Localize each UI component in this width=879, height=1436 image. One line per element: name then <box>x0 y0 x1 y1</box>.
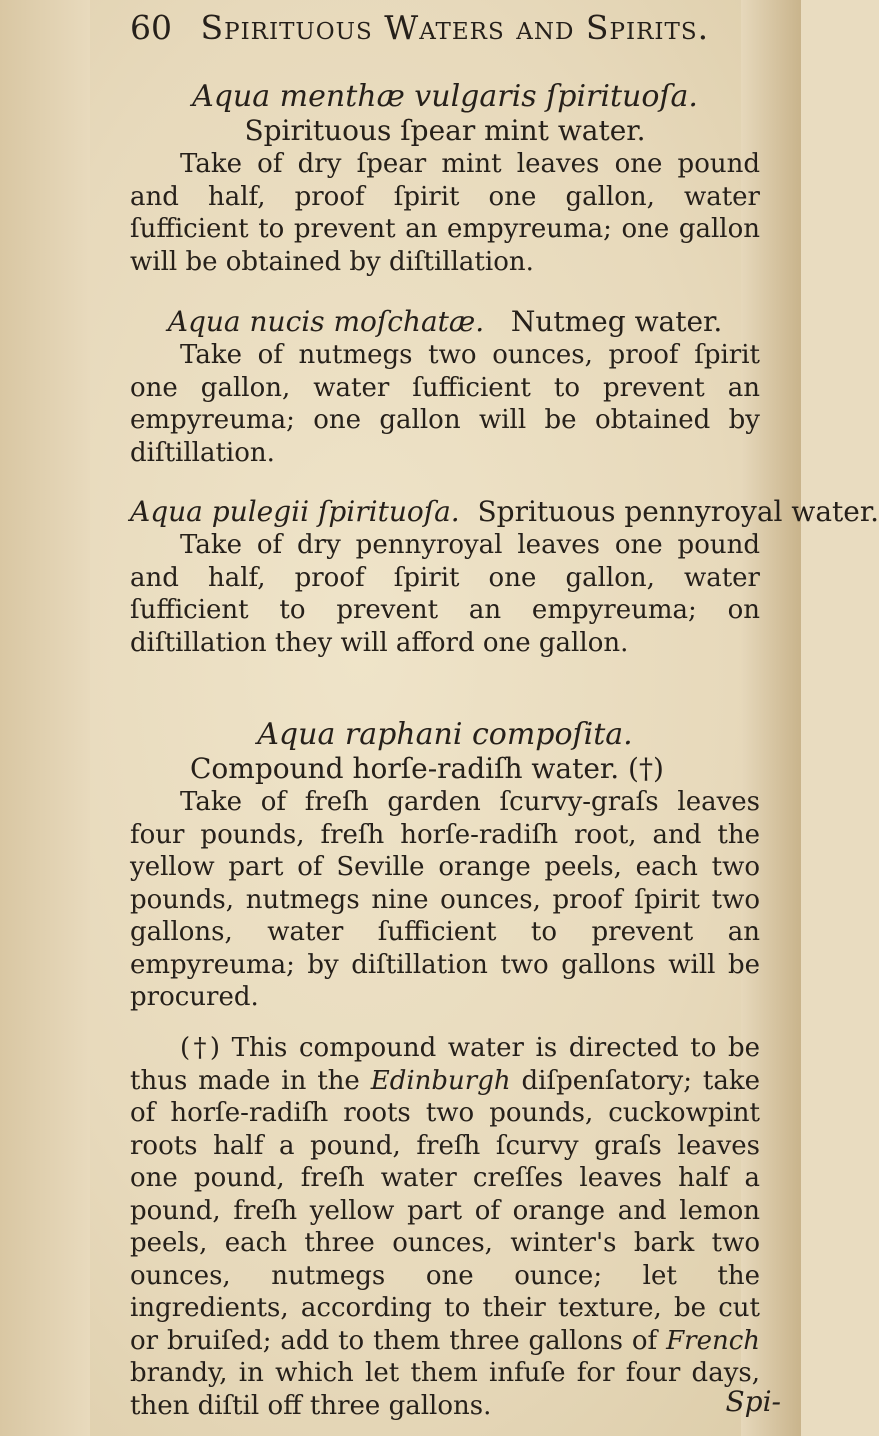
running-head <box>130 8 760 48</box>
recipe-spear-mint <box>130 80 760 278</box>
recipe-title-latin: Aqua nucis moſchatæ. <box>167 305 485 338</box>
footnote-text: (†) This compound water is directed to be thus made in the Edinburgh diſpenſatory; take of horſe-radiſh roots two pounds, cuckowpint roots half a pound, freſh ſcurvy graſs leaves one pound, freſh water creſſes leaves half a pound, freſh yellow part of orange and lemon peels, each three ounces, winter's bark two ounces, nutmegs one ounce; let the ingredients, according to their texture, be cut or bruiſed; add to them three gallons of French brandy, in which let them infuſe for four days, then diſtil off three gallons. <box>130 1033 761 1421</box>
recipe-title-english: Compound horſe-radiſh water. (†) <box>190 752 664 785</box>
recipe-horse-radish <box>130 718 760 1014</box>
recipe-body: Take of dry pennyroyal leaves one pound and half, proof ſpirit one gallon, water ſufficient to prevent an empyreuma; on diſtillation they will afford one gallon. <box>130 530 760 658</box>
page-number: 60 <box>130 8 172 47</box>
recipe-title-english: Spirituous ſpear mint water. <box>244 114 646 147</box>
footnote <box>130 1032 760 1422</box>
running-title: Spirituous Waters and Spirits. <box>200 8 710 47</box>
footnote-marker: (†) <box>180 1033 220 1063</box>
recipe-pennyroyal <box>130 495 879 659</box>
recipe-nutmeg <box>130 305 760 469</box>
recipe-title-english: Sprituous pennyroyal water. <box>477 495 879 528</box>
recipe-title-latin: Aqua menthæ vulgaris ſpirituoſa. <box>192 79 698 114</box>
city-name: Edinburgh <box>370 1065 511 1096</box>
recipe-title-latin: Aqua raphani compoſita. <box>257 717 633 752</box>
brandy-origin: French <box>666 1325 761 1356</box>
recipe-title <box>130 495 879 529</box>
recipe-title-latin: Aqua pulegii ſpirituoſa. <box>130 495 460 528</box>
recipe-title <box>130 305 760 339</box>
page-gutter-shadow <box>0 0 90 1436</box>
recipe-title-english: Nutmeg water. <box>510 305 723 338</box>
recipe-body: Take of dry ſpear mint leaves one pound and half, proof ſpirit one gallon, water ſufficient to prevent an empyreuma; one gallon will be obtained by diſtillation. <box>130 149 760 277</box>
catchword: Spi- <box>725 1385 781 1418</box>
recipe-body: Take of freſh garden ſcurvy-graſs leaves four pounds, freſh horſe-radiſh root, and the yellow part of Seville orange peels, each two pounds, nutmegs nine ounces, proof ſpirit two gallons, water ſufficient to prevent an empyreuma; by diſtillation two gallons will be procured. <box>130 787 760 1012</box>
recipe-body: Take of nutmegs two ounces, proof ſpirit one gallon, water ſufficient to prevent an empyreuma; one gallon will be obtained by diſtillation. <box>130 340 760 468</box>
